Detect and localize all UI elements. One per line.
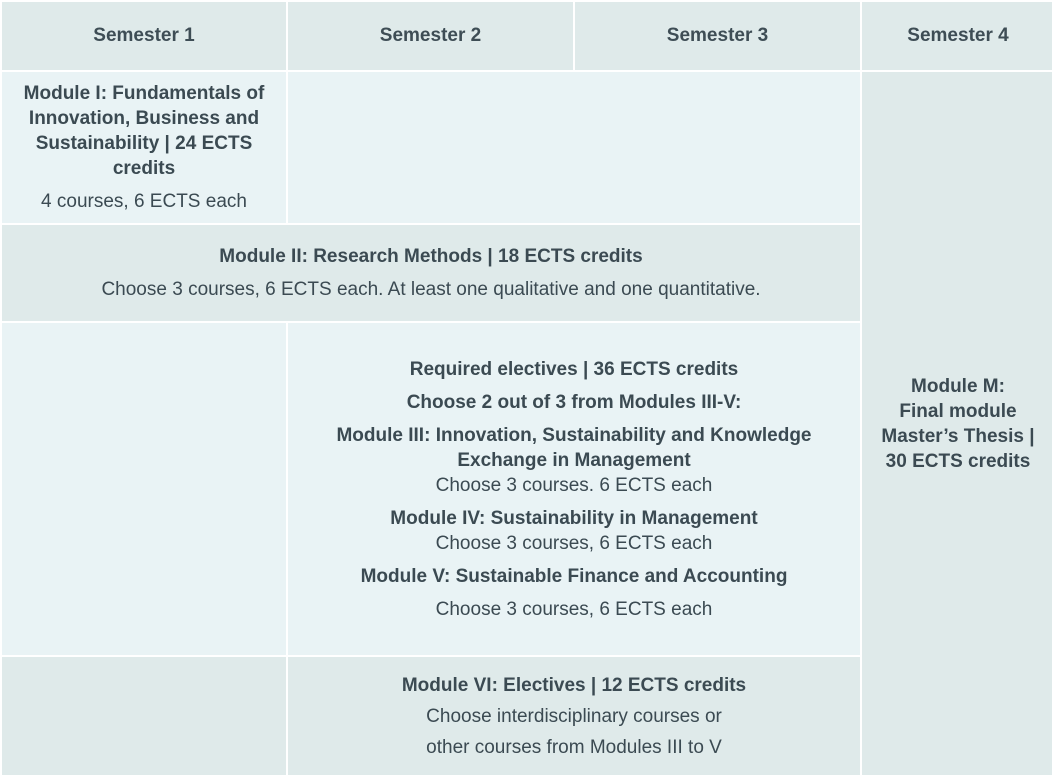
module-6-title: Module VI: Electives | 12 ECTS credits [401,674,747,696]
module-1-cell [2,72,286,223]
required-electives-title: Required electives | 36 ECTS credits [409,358,739,380]
header-semester-2: Semester 2 [288,2,573,70]
module-m-line3: Master’s Thesis | [881,425,1035,447]
module-3-detail: Choose 3 courses. 6 ECTS each [435,474,713,496]
header-semester-1: Semester 1 [2,2,286,70]
empty-cell-sem2-3-row1 [288,72,860,223]
module-m-line2: Final module [899,400,1017,422]
module-m-line4: 30 ECTS credits [885,450,1031,472]
module-5-title: Module V: Sustainable Finance and Accounting [360,565,788,587]
module-6-detail-line1: Choose interdisciplinary courses or [426,705,722,727]
required-electives-cell [288,323,860,655]
module-m-line1: Module M: [911,375,1005,397]
header-semester-3: Semester 3 [575,2,860,70]
empty-cell-sem1-row3 [2,323,286,655]
module-m-cell [862,72,1052,775]
empty-cell-sem1-row4 [2,657,286,775]
module-6-cell [288,657,860,775]
module-2-cell [2,225,860,321]
module-5-detail: Choose 3 courses, 6 ECTS each [435,598,713,620]
header-semester-4: Semester 4 [862,2,1052,70]
module-2-title: Module II: Research Methods | 18 ECTS credits [219,246,643,267]
module-4-detail: Choose 3 courses, 6 ECTS each [435,532,713,554]
module-2-detail: Choose 3 courses, 6 ECTS each. At least one qualitative and one quantitative. [101,279,761,300]
module-4-title: Module IV: Sustainability in Management [390,507,758,529]
module-1-title: Module I: Fundamentals of Innovation, Business and Sustainability | 24 ECTS credits [23,83,265,179]
module-6-detail-line2: other courses from Modules III to V [426,736,722,758]
module-3-title: Module III: Innovation, Sustainability and Knowledge Exchange in Management [336,424,812,471]
module-1-detail: 4 courses, 6 ECTS each [41,191,247,212]
required-electives-choose: Choose 2 out of 3 from Modules III-V: [406,391,742,413]
